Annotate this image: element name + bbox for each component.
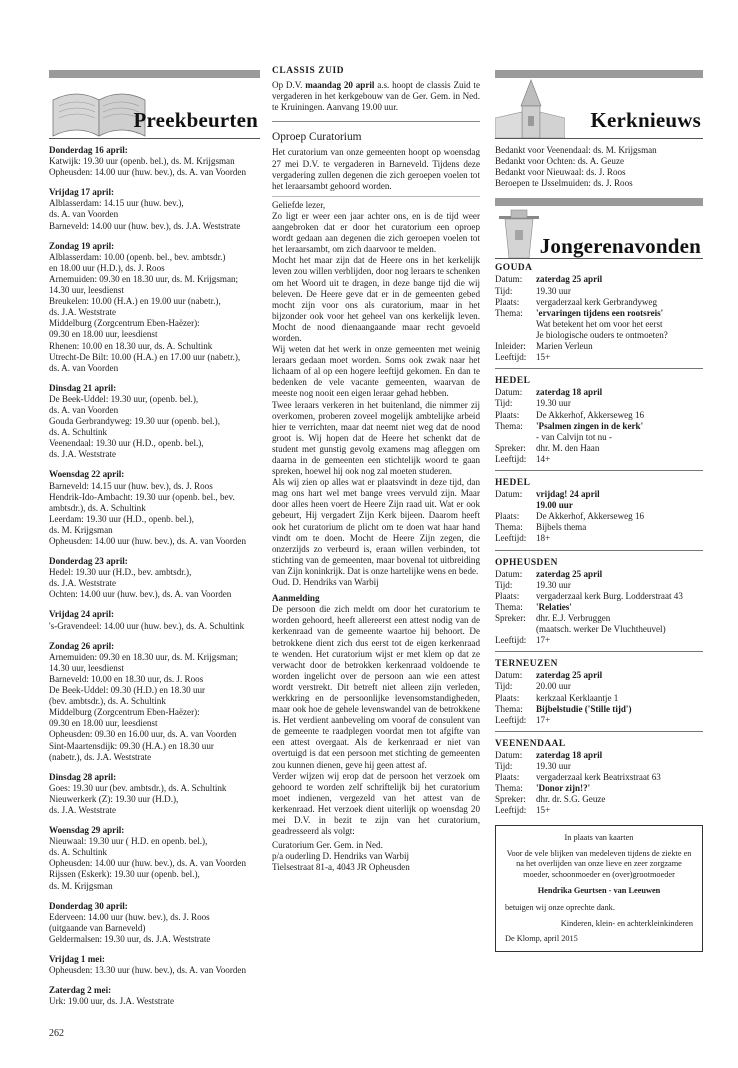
preekbeurten-column bbox=[49, 70, 260, 1007]
preekbeurt-line: ds. A. Schultink bbox=[49, 427, 108, 438]
day-title: Zondag 19 april: bbox=[49, 240, 115, 251]
event-value: 17+ bbox=[536, 635, 551, 646]
event-label: Spreker: bbox=[495, 442, 526, 453]
preekbeurt-line: De Beek-Uddel: 09.30 (H.D.) en 18.30 uur bbox=[49, 685, 206, 696]
event-value: kerkzaal Kerklaantje 1 bbox=[536, 692, 619, 703]
preekbeurt-line: Gouda Gerbrandyweg: 19.30 uur (openb. bel.), bbox=[49, 416, 220, 427]
preekbeurt-line: 09.30 en 18.00 uur, leesdienst bbox=[49, 329, 158, 340]
event-details bbox=[495, 489, 703, 544]
preekbeurt-day bbox=[49, 954, 260, 976]
preekbeurten-title: Preekbeurten bbox=[133, 107, 258, 132]
event-label: Datum: bbox=[495, 274, 523, 285]
notice-place-date: De Klomp, april 2015 bbox=[505, 934, 578, 944]
preekbeurt-line: (uitgaande van Barneveld) bbox=[49, 922, 146, 933]
preekbeurt-line: Arnemuiden: 09.30 en 18.30 uur, ds. M. Krijgsman; bbox=[49, 651, 239, 662]
event-label: Leeftijd: bbox=[495, 805, 527, 816]
header-rule bbox=[49, 138, 260, 139]
oproep-title: Oproep Curatorium bbox=[272, 131, 362, 144]
header-rule bbox=[495, 258, 703, 259]
event-value: dhr. M. den Haan bbox=[536, 442, 600, 453]
classis-date: maandag 20 april bbox=[305, 80, 375, 91]
event-value: zaterdag 18 april bbox=[536, 749, 603, 760]
jongeren-event bbox=[495, 263, 703, 369]
event-label: Plaats: bbox=[495, 692, 520, 703]
event-label bbox=[495, 500, 536, 511]
event-label bbox=[495, 319, 536, 330]
event-label: Datum: bbox=[495, 568, 523, 579]
header-bar bbox=[49, 70, 260, 78]
preekbeurt-day bbox=[49, 609, 260, 631]
event-label: Thema: bbox=[495, 703, 523, 714]
preekbeurt-line: 14.30 uur, leesdienst bbox=[49, 662, 124, 673]
preekbeurt-day bbox=[49, 985, 260, 1007]
kerknieuws-list bbox=[495, 145, 703, 189]
event-value: Je biologische ouders te ontmoeten? bbox=[536, 329, 668, 340]
event-details bbox=[495, 274, 703, 363]
event-value: dhr. E.J. Verbruggen bbox=[536, 613, 611, 623]
oproep-paragraph: Zo ligt er weer een jaar achter ons, en is de tijd weer aangebroken dat er door het curatorium een oproep wordt gedaan aan degenen die zich geroepen voelen tot het leraarsambt, om zich daarvoor te melden. bbox=[272, 210, 480, 255]
preekbeurt-line: 14.30 uur, leesdienst bbox=[49, 285, 124, 296]
header-rule bbox=[495, 138, 703, 139]
preekbeurt-line: Barneveld: 14.00 uur (huw. bev.), ds. J.A. Weststrate bbox=[49, 220, 241, 231]
preekbeurt-line: Hendrik-Ido-Ambacht: 19.30 uur (openb. bel., bev. bbox=[49, 491, 235, 502]
classis-text bbox=[272, 80, 480, 113]
event-label: Thema: bbox=[495, 601, 523, 612]
divider bbox=[495, 731, 703, 732]
event-value: zaterdag 18 april bbox=[536, 387, 603, 398]
preekbeurt-line: (bev. ambtsdr.), ds. A. Schultink bbox=[49, 696, 166, 707]
kerknieuws-item: Bedankt voor Nieuwaal: ds. J. Roos bbox=[495, 167, 626, 178]
preekbeurt-line: Opheusden: 14.00 uur (huw. bev.), ds. A. van Voorden bbox=[49, 167, 247, 178]
event-value: Marien Verleun bbox=[536, 341, 593, 352]
preekbeurt-line: Barneveld: 14.15 uur (huw. bev.), ds. J. Roos bbox=[49, 480, 213, 491]
preekbeurten-header bbox=[49, 78, 260, 138]
preekbeurt-line: Alblasserdam: 10.00 (openb. bel., bev. ambtsdr.) bbox=[49, 251, 226, 262]
header-bar bbox=[495, 198, 703, 206]
preekbeurt-line: Nieuwaal: 19.30 uur ( H.D. en openb. bel.), bbox=[49, 836, 208, 847]
oproep-paragraph: Als wij zien op alles wat er plaatsvindt in deze tijd, dan mag ons hart wel met bange vrees vervuld zijn. Maar door alles heen voert de Heere Zijn raad uit. Wat er ook gebeurt, Hij vergadert Zijn Kerk bijeen. Daarom heeft ook het curatorium de plicht om te doen wat haar hand vindt om te doen. Mocht de Heere Zijn zegen, die onzerzijds zo verbeurd is, eraan willen verbinden, tot stichting van de gemeenten, maar bovenal tot uitbreiding van Zijn koninkrijk. Dat is onze hartelijke wens en bede. bbox=[272, 477, 480, 576]
preekbeurt-line: Rhenen: 10.00 en 18.30 uur, ds. A. Schultink bbox=[49, 340, 213, 351]
preekbeurt-line: Opheusden: 13.30 uur (huw. bev.), ds. A. van Voorden bbox=[49, 965, 247, 976]
event-value: 14+ bbox=[536, 453, 551, 464]
event-details bbox=[495, 670, 703, 725]
event-value: (maatsch. werker De Vluchtheuvel) bbox=[536, 624, 666, 635]
event-value: De Akkerhof, Akkerseweg 16 bbox=[536, 511, 645, 522]
preekbeurt-line: Leerdam: 19.30 uur (H.D., openb. bel.), bbox=[49, 513, 194, 524]
preekbeurt-line: 09.30 en 18.00 uur, leesdienst bbox=[49, 718, 158, 729]
divider bbox=[495, 651, 703, 652]
preekbeurt-line: Middelburg (Zorgcentrum Eben-Haëzer): bbox=[49, 318, 200, 329]
preekbeurt-day bbox=[49, 469, 260, 547]
notice-box bbox=[495, 825, 703, 952]
day-title: Zaterdag 2 mei: bbox=[49, 985, 112, 996]
event-label: Thema: bbox=[495, 522, 523, 533]
day-title: Dinsdag 21 april: bbox=[49, 382, 117, 393]
event-value: 18+ bbox=[536, 533, 551, 544]
event-value: vergaderzaal kerk Gerbrandyweg bbox=[536, 296, 658, 307]
kerknieuws-title: Kerknieuws bbox=[590, 107, 701, 132]
event-value: 19.00 uur bbox=[536, 500, 573, 511]
event-label: Datum: bbox=[495, 749, 523, 760]
preekbeurt-line: Arnemuiden: 09.30 en 18.30 uur, ds. M. Krijgsman; bbox=[49, 273, 239, 284]
preekbeurt-line: ds. M. Krijgsman bbox=[49, 880, 113, 891]
classis-title: CLASSIS ZUID bbox=[272, 66, 345, 76]
preekbeurt-day bbox=[49, 641, 260, 763]
preekbeurt-day bbox=[49, 901, 260, 945]
event-value: 'Psalmen zingen in de kerk' bbox=[536, 420, 644, 431]
event-label: Datum: bbox=[495, 489, 523, 500]
jongeren-header bbox=[495, 206, 703, 258]
preekbeurt-line: Veenendaal: 19.30 uur (H.D., openb. bel.), bbox=[49, 438, 204, 449]
notice-family: Kinderen, klein- en achterkleinkinderen bbox=[560, 918, 693, 928]
preekbeurt-day bbox=[49, 145, 260, 178]
day-title: Donderdag 30 april: bbox=[49, 900, 128, 911]
event-value: 'Donor zijn!?' bbox=[536, 783, 591, 794]
event-label: Thema: bbox=[495, 420, 523, 431]
event-label: Plaats: bbox=[495, 296, 520, 307]
preekbeurt-line: Hedel: 19.30 uur (H.D., bev. ambtsdr.), bbox=[49, 567, 192, 578]
classis-text-pre: Op D.V. bbox=[272, 80, 306, 91]
event-label: Spreker: bbox=[495, 794, 526, 805]
preekbeurt-line: Nieuwerkerk (Z): 19.30 uur (H.D.), bbox=[49, 793, 179, 804]
notice-thanks: betuigen wij onze oprechte dank. bbox=[505, 902, 615, 912]
jongeren-event bbox=[495, 478, 703, 551]
event-value: Bijbelstudie ('Stille tijd') bbox=[536, 703, 632, 714]
preekbeurt-line: Geldermalsen: 19.30 uur, ds. J.A. Weststrate bbox=[49, 933, 211, 944]
right-column bbox=[495, 70, 703, 952]
event-label: Leeftijd: bbox=[495, 635, 527, 646]
preekbeurt-line: Utrecht-De Bilt: 10.00 (H.A.) en 17.00 uur (nabetr.), bbox=[49, 351, 241, 362]
notice-heading: In plaats van kaarten bbox=[564, 832, 634, 842]
event-value: 19.30 uur bbox=[536, 285, 571, 296]
jongeren-event bbox=[495, 739, 703, 817]
event-label bbox=[495, 624, 536, 635]
preekbeurt-line: Ochten: 14.00 uur (huw. bev.), ds. A. van Voorden bbox=[49, 589, 232, 600]
preekbeurt-day bbox=[49, 241, 260, 374]
event-label: Leeftijd: bbox=[495, 714, 527, 725]
event-value: zaterdag 25 april bbox=[536, 670, 603, 681]
event-city: OPHEUSDEN bbox=[495, 557, 558, 568]
event-details bbox=[495, 569, 703, 647]
day-title: Vrijdag 24 april: bbox=[49, 609, 114, 620]
event-value: 17+ bbox=[536, 714, 551, 725]
event-value: vergaderzaal kerk Beatrixstraat 63 bbox=[536, 772, 661, 783]
oproep-paragraph: Mocht het maar zijn dat de Heere ons in het kerkelijk leven zou willen verblijden, door nog leraars te schenken om het Woord uit te dragen, in deze bange tijd die wij beleven. De Heere geve dat er in de gemeenten gebed mocht zijn voor ons als curatorium, maar in het bijzonder ook voor het geheel van ons kerkelijk leven. Mocht de nood dienaangaande maar recht gevoeld worden. bbox=[272, 255, 480, 343]
preekbeurt-line: Rijssen (Eskerk): 19.30 uur (openb. bel.), bbox=[49, 869, 200, 880]
day-title: Donderdag 23 april: bbox=[49, 556, 128, 567]
preekbeurt-line: Opheusden: 09.30 en 16.00 uur, ds. A. van Voorden bbox=[49, 729, 237, 740]
preekbeurt-line: ds. A. van Voorden bbox=[49, 404, 119, 415]
divider bbox=[495, 368, 703, 369]
preekbeurt-line: Urk: 19.00 uur, ds. J.A. Weststrate bbox=[49, 996, 175, 1007]
event-label bbox=[495, 330, 536, 341]
event-value: 15+ bbox=[536, 805, 551, 816]
event-label: Plaats: bbox=[495, 511, 520, 522]
preekbeurt-line: ambtsdr.), ds. A. Schultink bbox=[49, 502, 146, 513]
event-value: 'ervaringen tijdens een rootsreis' bbox=[536, 307, 664, 318]
preekbeurt-line: Sint-Maartensdijk: 09.30 (H.A.) en 18.30 uur bbox=[49, 740, 214, 751]
preekbeurt-day bbox=[49, 772, 260, 816]
day-title: Dinsdag 28 april: bbox=[49, 771, 117, 782]
oproep-signoff: Oud. D. Hendriks van Warbij bbox=[272, 577, 379, 588]
event-label: Tijd: bbox=[495, 285, 513, 296]
jongeren-event bbox=[495, 376, 703, 471]
preekbeurt-line: Breukelen: 10.00 (H.A.) en 19.00 uur (nabetr.), bbox=[49, 296, 221, 307]
event-value: dhr. dr. S.G. Geuze bbox=[536, 794, 606, 805]
event-label: Datum: bbox=[495, 670, 523, 681]
event-value: De Akkerhof, Akkerseweg 16 bbox=[536, 409, 645, 420]
event-label bbox=[495, 432, 536, 443]
event-city: GOUDA bbox=[495, 263, 533, 274]
day-title: Woensdag 22 april: bbox=[49, 469, 125, 480]
jongeren-list bbox=[495, 263, 703, 816]
address-block bbox=[272, 840, 480, 873]
day-title: Woensdag 29 april: bbox=[49, 825, 125, 836]
preekbeurt-line: ds. M. Krijgsman bbox=[49, 524, 113, 535]
event-value: vrijdag! 24 april bbox=[536, 489, 600, 500]
jongeren-event bbox=[495, 558, 703, 653]
event-value: 'Relaties' bbox=[536, 601, 572, 612]
classis-text-post: a.s. hoopt de classis Zuid te vergaderen in het kerkgebouw van de Ger. Gem. in Ned. te Kruiningen. Aanvang 19.00 uur. bbox=[272, 80, 480, 113]
oproep-paragraph: Wij weten dat het werk in onze gemeenten met weinig leraars gedaan moet worden. Soms ook zwak naar het lichaam of al op een hogere leeftijd gekomen. En dan te bedenken de vele vacante gemeenten, waarvan de meeste nog nooit een eigen leraar gehad hebben. bbox=[272, 344, 480, 399]
event-value: 15+ bbox=[536, 352, 551, 363]
notice-body: Voor de vele blijken van medeleven tijdens de ziekte en na het overlijden van onze lieve en zeer zorgzame moeder, schoonmoeder en (over)grootmoeder bbox=[506, 848, 692, 879]
address-line: p/a ouderling D. Hendriks van Warbij bbox=[272, 851, 409, 862]
event-label: Tijd: bbox=[495, 761, 513, 772]
preekbeurt-line: ds. A. van Voorden bbox=[49, 209, 119, 220]
event-label: Plaats: bbox=[495, 590, 520, 601]
divider bbox=[272, 196, 480, 197]
event-label: Spreker: bbox=[495, 613, 526, 623]
event-label: Inleider: bbox=[495, 341, 526, 352]
preekbeurt-line: Goes: 19.30 uur (bev. ambtsdr.), ds. A. Schultink bbox=[49, 782, 227, 793]
oproep-salutation: Geliefde lezer, bbox=[272, 199, 326, 210]
oproep-intro: Het curatorium van onze gemeenten hoopt op woensdag 27 mei D.V. te vergaderen in Barneveld. Tijdens deze vergadering zullen degenen die zich geroepen voelen tot het leraarsambt gehoord worden. bbox=[272, 147, 480, 191]
kerknieuws-item: Beroepen te IJsselmuiden: ds. J. Roos bbox=[495, 178, 633, 189]
notice-name: Hendrika Geurtsen - van Leeuwen bbox=[537, 886, 661, 896]
preekbeurt-line: 's-Gravendeel: 14.00 uur (huw. bev.), ds. A. Schultink bbox=[49, 620, 245, 631]
preekbeurt-line: ds. J.A. Weststrate bbox=[49, 804, 117, 815]
preekbeurt-line: en 18.00 uur (H.D.), ds. J. Roos bbox=[49, 262, 165, 273]
event-label: Plaats: bbox=[495, 409, 520, 420]
day-title: Vrijdag 1 mei: bbox=[49, 954, 105, 964]
jongeren-event bbox=[495, 659, 703, 732]
divider bbox=[495, 550, 703, 551]
event-value: Wat betekent het om voor het eerst bbox=[536, 318, 663, 329]
event-label: Tijd: bbox=[495, 398, 513, 409]
event-details bbox=[495, 387, 703, 465]
event-value: zaterdag 25 april bbox=[536, 568, 603, 579]
address-line: Tielsestraat 81-a, 4043 JR Opheusden bbox=[272, 862, 410, 873]
middle-column bbox=[272, 66, 480, 873]
event-city: VEENENDAAL bbox=[495, 738, 566, 749]
event-value: Bijbels thema bbox=[536, 522, 587, 533]
event-value: vergaderzaal kerk Burg. Lodderstraat 43 bbox=[536, 590, 683, 601]
preekbeurt-line: Katwijk: 19.30 uur (openb. bel.), ds. M. Krijgsman bbox=[49, 156, 235, 167]
divider bbox=[495, 470, 703, 471]
event-label: Tijd: bbox=[495, 681, 513, 692]
event-label: Leeftijd: bbox=[495, 352, 527, 363]
preekbeurt-line: ds. J.A. Weststrate bbox=[49, 578, 117, 589]
preekbeurt-line: Alblasserdam: 14.15 uur (huw. bev.), bbox=[49, 198, 184, 209]
event-value: 20.00 uur bbox=[536, 681, 571, 692]
event-value: 19.30 uur bbox=[536, 579, 571, 590]
church-tower-icon bbox=[495, 78, 565, 138]
day-title: Vrijdag 17 april: bbox=[49, 187, 114, 198]
preekbeurt-line: ds. A. Schultink bbox=[49, 847, 108, 858]
event-value: - van Calvijn tot nu - bbox=[536, 431, 613, 442]
header-bar bbox=[495, 70, 703, 78]
aanmelding-paragraph: De persoon die zich meldt om door het curatorium te worden gehoord, heeft allereerst een attest nodig van de kerkenraad van de gemeente waartoe hij behoort. De betrokkene dient zich dus eerst tot de eigen kerkenraad te wenden. Het curatorium wijst er met klem op dat ze verwacht door de betrokken kerkenraad voldoende te worden ingelicht over de persoon aan wie een attest wordt verstrekt. Dit betreft niet alleen zijn verleden, werkkring en de persoonlijke levensomstandigheden, maar ook hoe de gehele levenswandel van de betrokkene is. Het verdient aanbeveling om vooraf de consulent van de gemeente te raadplegen voordat men tot afgifte van een attest overgaat. Als de kerkenraad er niet van overtuigd is dat een persoon met stichting de gemeenten zou kunnen dienen, geve hij geen attest af. bbox=[272, 604, 480, 770]
preekbeurt-line: De Beek-Uddel: 19.30 uur, (openb. bel.), bbox=[49, 393, 199, 404]
preekbeurt-day bbox=[49, 383, 260, 461]
preekbeurt-line: Middelburg (Zorgcentrum Eben-Haëzer): bbox=[49, 707, 200, 718]
preekbeurt-line: (nabetr.), ds. J.A. Weststrate bbox=[49, 751, 152, 762]
event-label: Thema: bbox=[495, 307, 523, 318]
oproep-paragraph: Twee leraars verkeren in het buitenland, die nimmer zij overkomen, proberen zoveel mogelijk ambtelijke arbeid hier te verrichten, maar dat neemt niet weg dat de nood groot is. Wij hopen dat de Heere het schenkt dat de student met gunstig gevolg examens mag afleggen om daarna in de gemeenten een stichtelijk woord te gaan spreken, hoewel hij ook nog zal moeten studeren. bbox=[272, 399, 480, 477]
kerknieuws-item: Bedankt voor Ochten: ds. A. Geuze bbox=[495, 156, 625, 167]
address-line: Curatorium Ger. Gem. in Ned. bbox=[272, 840, 383, 851]
preekbeurt-line: ds. J.A. Weststrate bbox=[49, 449, 117, 460]
page-number: 262 bbox=[49, 1028, 64, 1039]
event-label: Leeftijd: bbox=[495, 453, 527, 464]
event-details bbox=[495, 750, 703, 817]
divider bbox=[272, 121, 480, 122]
preekbeurt-line: Barneveld: 10.00 en 18.30 uur, ds. J. Roos bbox=[49, 673, 204, 684]
preekbeurt-line: Opheusden: 14.00 uur (huw. bev.), ds. A. van Voorden bbox=[49, 536, 247, 546]
preekbeurt-line: Ederveen: 14.00 uur (huw. bev.), ds. J. Roos bbox=[49, 911, 210, 922]
event-value: zaterdag 25 april bbox=[536, 274, 603, 285]
preekbeurt-line: ds. J.A. Weststrate bbox=[49, 307, 117, 318]
aanmelding-paragraph: Verder wijzen wij erop dat de persoon het verzoek om gehoord te worden zelf schriftelijk bij het curatorium moet indienen, vergezeld van het attest van de kerkenraad. Het verzoek dient uiterlijk op woensdag 20 mei D.V. in bezit te zijn van het curatorium, geadresseerd als volgt: bbox=[272, 770, 480, 837]
jongeren-title: Jongerenavonden bbox=[539, 234, 701, 259]
event-label: Leeftijd: bbox=[495, 533, 527, 544]
event-city: TERNEUZEN bbox=[495, 659, 558, 670]
aanmelding-title: Aanmelding bbox=[272, 593, 320, 604]
event-label: Thema: bbox=[495, 783, 523, 794]
preekbeurten-list bbox=[49, 145, 260, 1007]
day-title: Donderdag 16 april: bbox=[49, 145, 128, 155]
event-value: 19.30 uur bbox=[536, 398, 571, 409]
event-value: 19.30 uur bbox=[536, 761, 571, 772]
kerknieuws-header bbox=[495, 78, 703, 138]
preekbeurt-day bbox=[49, 825, 260, 892]
event-label: Datum: bbox=[495, 387, 523, 398]
event-city: HEDEL bbox=[495, 376, 531, 387]
day-title: Zondag 26 april: bbox=[49, 640, 115, 651]
event-city: HEDEL bbox=[495, 477, 531, 488]
kerknieuws-item: Bedankt voor Veenendaal: ds. M. Krijgsman bbox=[495, 145, 657, 155]
preekbeurt-line: Opheusden: 14.00 uur (huw. bev.), ds. A. van Voorden bbox=[49, 858, 247, 869]
preekbeurt-day bbox=[49, 556, 260, 600]
preekbeurt-line: ds. A. van Voorden bbox=[49, 362, 119, 373]
event-label: Plaats: bbox=[495, 772, 520, 783]
preekbeurt-day bbox=[49, 187, 260, 231]
event-label: Tijd: bbox=[495, 579, 513, 590]
